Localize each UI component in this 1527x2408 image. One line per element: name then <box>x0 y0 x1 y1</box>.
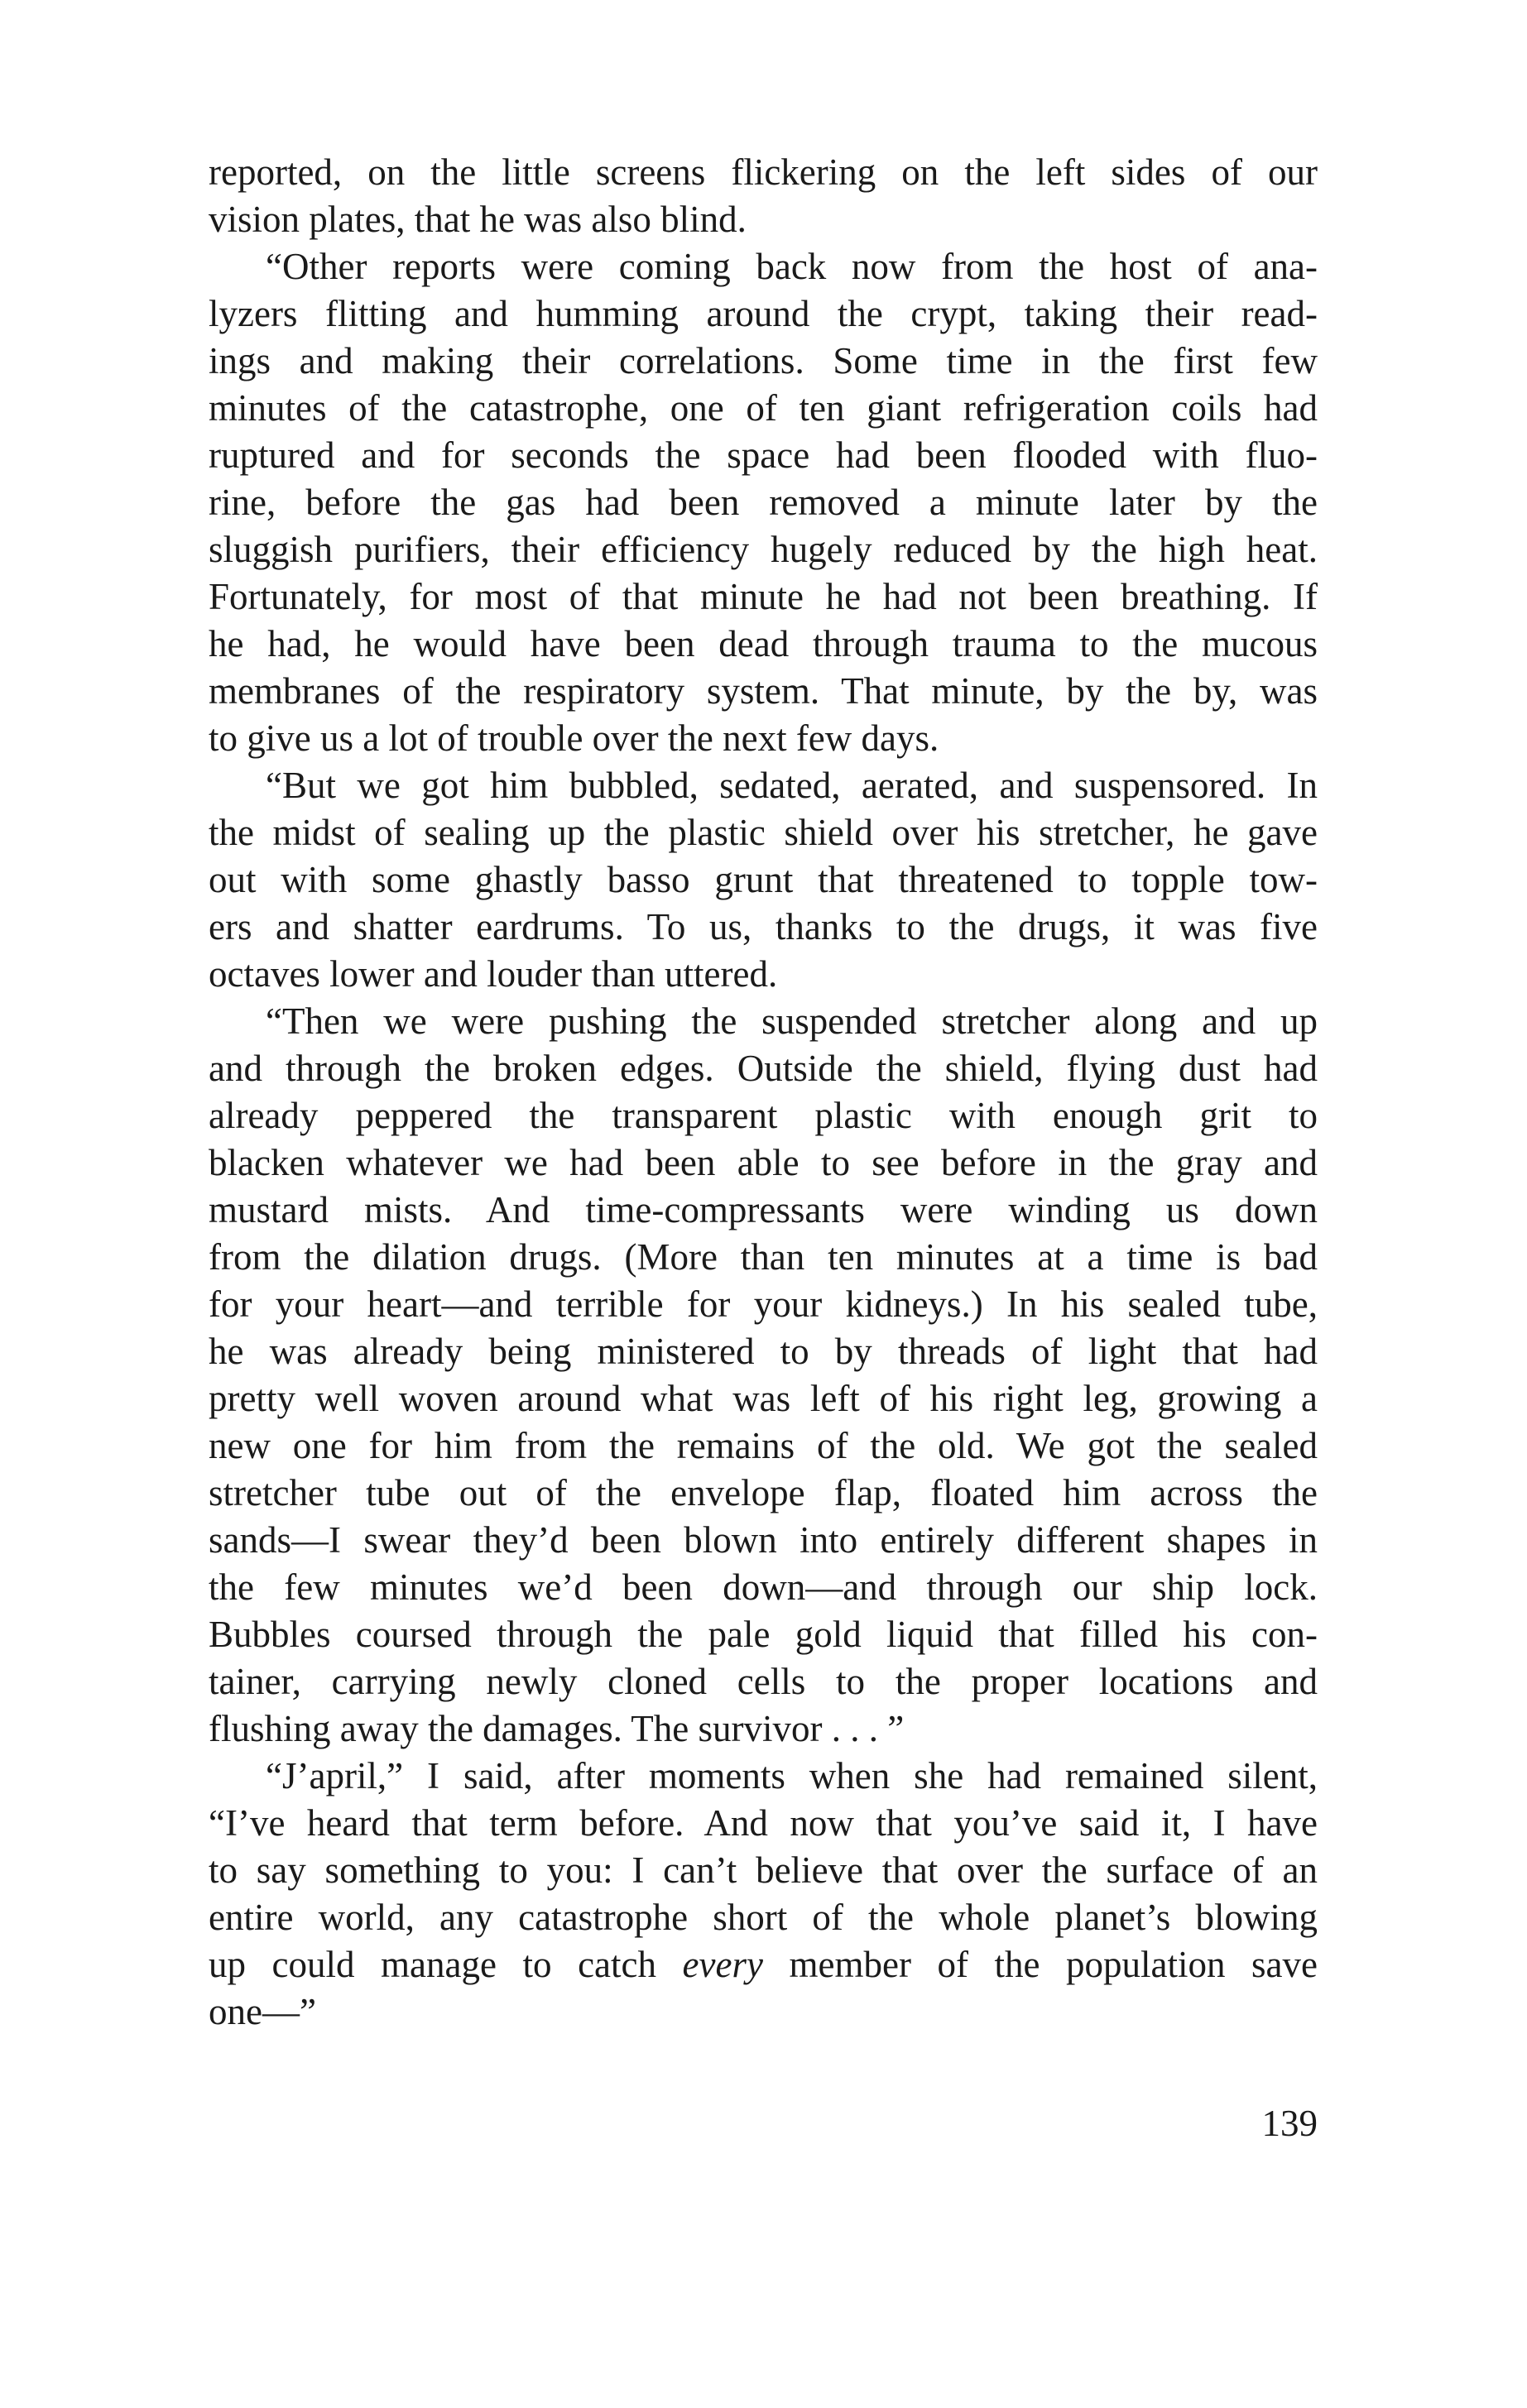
text-line: ruptured and for seconds the space had been flooded with fluo- <box>209 434 1318 476</box>
text-line: blacken whatever we had been able to see before in the gray and <box>209 1142 1318 1183</box>
text-line: from the dilation drugs. (More than ten minutes at a time is bad <box>209 1236 1318 1278</box>
text-line: he was already being ministered to by threads of light that had <box>209 1331 1318 1372</box>
text-line: ers and shatter eardrums. To us, thanks to the drugs, it was five <box>209 906 1318 947</box>
text-line: he had, he would have been dead through trauma to the mucous <box>209 623 1318 664</box>
text-block <box>209 149 1318 1941</box>
text-line: “But we got him bubbled, sedated, aerated, and suspensored. In <box>266 765 1318 806</box>
text-line: and through the broken edges. Outside the shield, flying dust had <box>209 1048 1318 1089</box>
text-line: “I’ve heard that term before. And now that you’ve said it, I have <box>209 1802 1318 1844</box>
text-line: stretcher tube out of the envelope flap, floated him across the <box>209 1472 1318 1513</box>
page-number: 139 <box>1261 2103 1318 2144</box>
page-body <box>209 149 1318 2036</box>
text-line-final: one—” <box>209 1991 316 2032</box>
text-line: the midst of sealing up the plastic shield over his stretcher, he gave <box>209 812 1318 853</box>
text-line: membranes of the respiratory system. That minute, by the by, was <box>209 670 1318 712</box>
text-line: pretty well woven around what was left of his right leg, growing a <box>209 1378 1318 1419</box>
text-line: for your heart—and terrible for your kidneys.) In his sealed tube, <box>209 1283 1318 1325</box>
text-line: tainer, carrying newly cloned cells to the proper locations and <box>209 1661 1318 1702</box>
text-line: already peppered the transparent plastic with enough grit to <box>209 1095 1318 1136</box>
text-line: octaves lower and louder than uttered. <box>209 953 778 995</box>
text-line: to give us a lot of trouble over the next few days. <box>209 717 939 759</box>
text-line: to say something to you: I can’t believe that over the surface of an <box>209 1849 1318 1891</box>
text-line: “Other reports were coming back now from the host of ana- <box>266 246 1318 287</box>
text-line: sands—I swear they’d been blown into entirely different shapes in <box>209 1519 1318 1561</box>
text-line: rine, before the gas had been removed a minute later by the <box>209 482 1318 523</box>
text-line: reported, on the little screens flickering on the left sides of our <box>209 151 1318 193</box>
text-line: new one for him from the remains of the old. We got the sealed <box>209 1425 1318 1466</box>
text-line: flushing away the damages. The survivor . . . ” <box>209 1708 905 1749</box>
text-line: “J’april,” I said, after moments when she had remained silent, <box>266 1755 1318 1796</box>
text-line: minutes of the catastrophe, one of ten giant refrigeration coils had <box>209 387 1318 429</box>
text-line: sluggish purifiers, their efficiency hugely reduced by the high heat. <box>209 529 1318 570</box>
text-line: entire world, any catastrophe short of the whole planet’s blowing <box>209 1897 1318 1938</box>
text-line: vision plates, that he was also blind. <box>209 199 747 240</box>
text-line: “Then we were pushing the suspended stretcher along and up <box>266 1000 1318 1042</box>
text-line-emphasis: up could manage to catch every member of the population save <box>209 1944 1318 1985</box>
text-line: lyzers flitting and humming around the crypt, taking their read- <box>209 293 1318 334</box>
text-line: the few minutes we’d been down—and through our ship lock. <box>209 1566 1318 1608</box>
text-line: out with some ghastly basso grunt that threatened to topple tow- <box>209 859 1318 900</box>
emphasized-word: every <box>682 1944 763 1985</box>
text-line: Bubbles coursed through the pale gold liquid that filled his con- <box>209 1614 1318 1655</box>
text-line: Fortunately, for most of that minute he had not been breathing. If <box>209 576 1318 617</box>
text-line: ings and making their correlations. Some time in the first few <box>209 340 1318 381</box>
text-line: mustard mists. And time-compressants were winding us down <box>209 1189 1318 1230</box>
